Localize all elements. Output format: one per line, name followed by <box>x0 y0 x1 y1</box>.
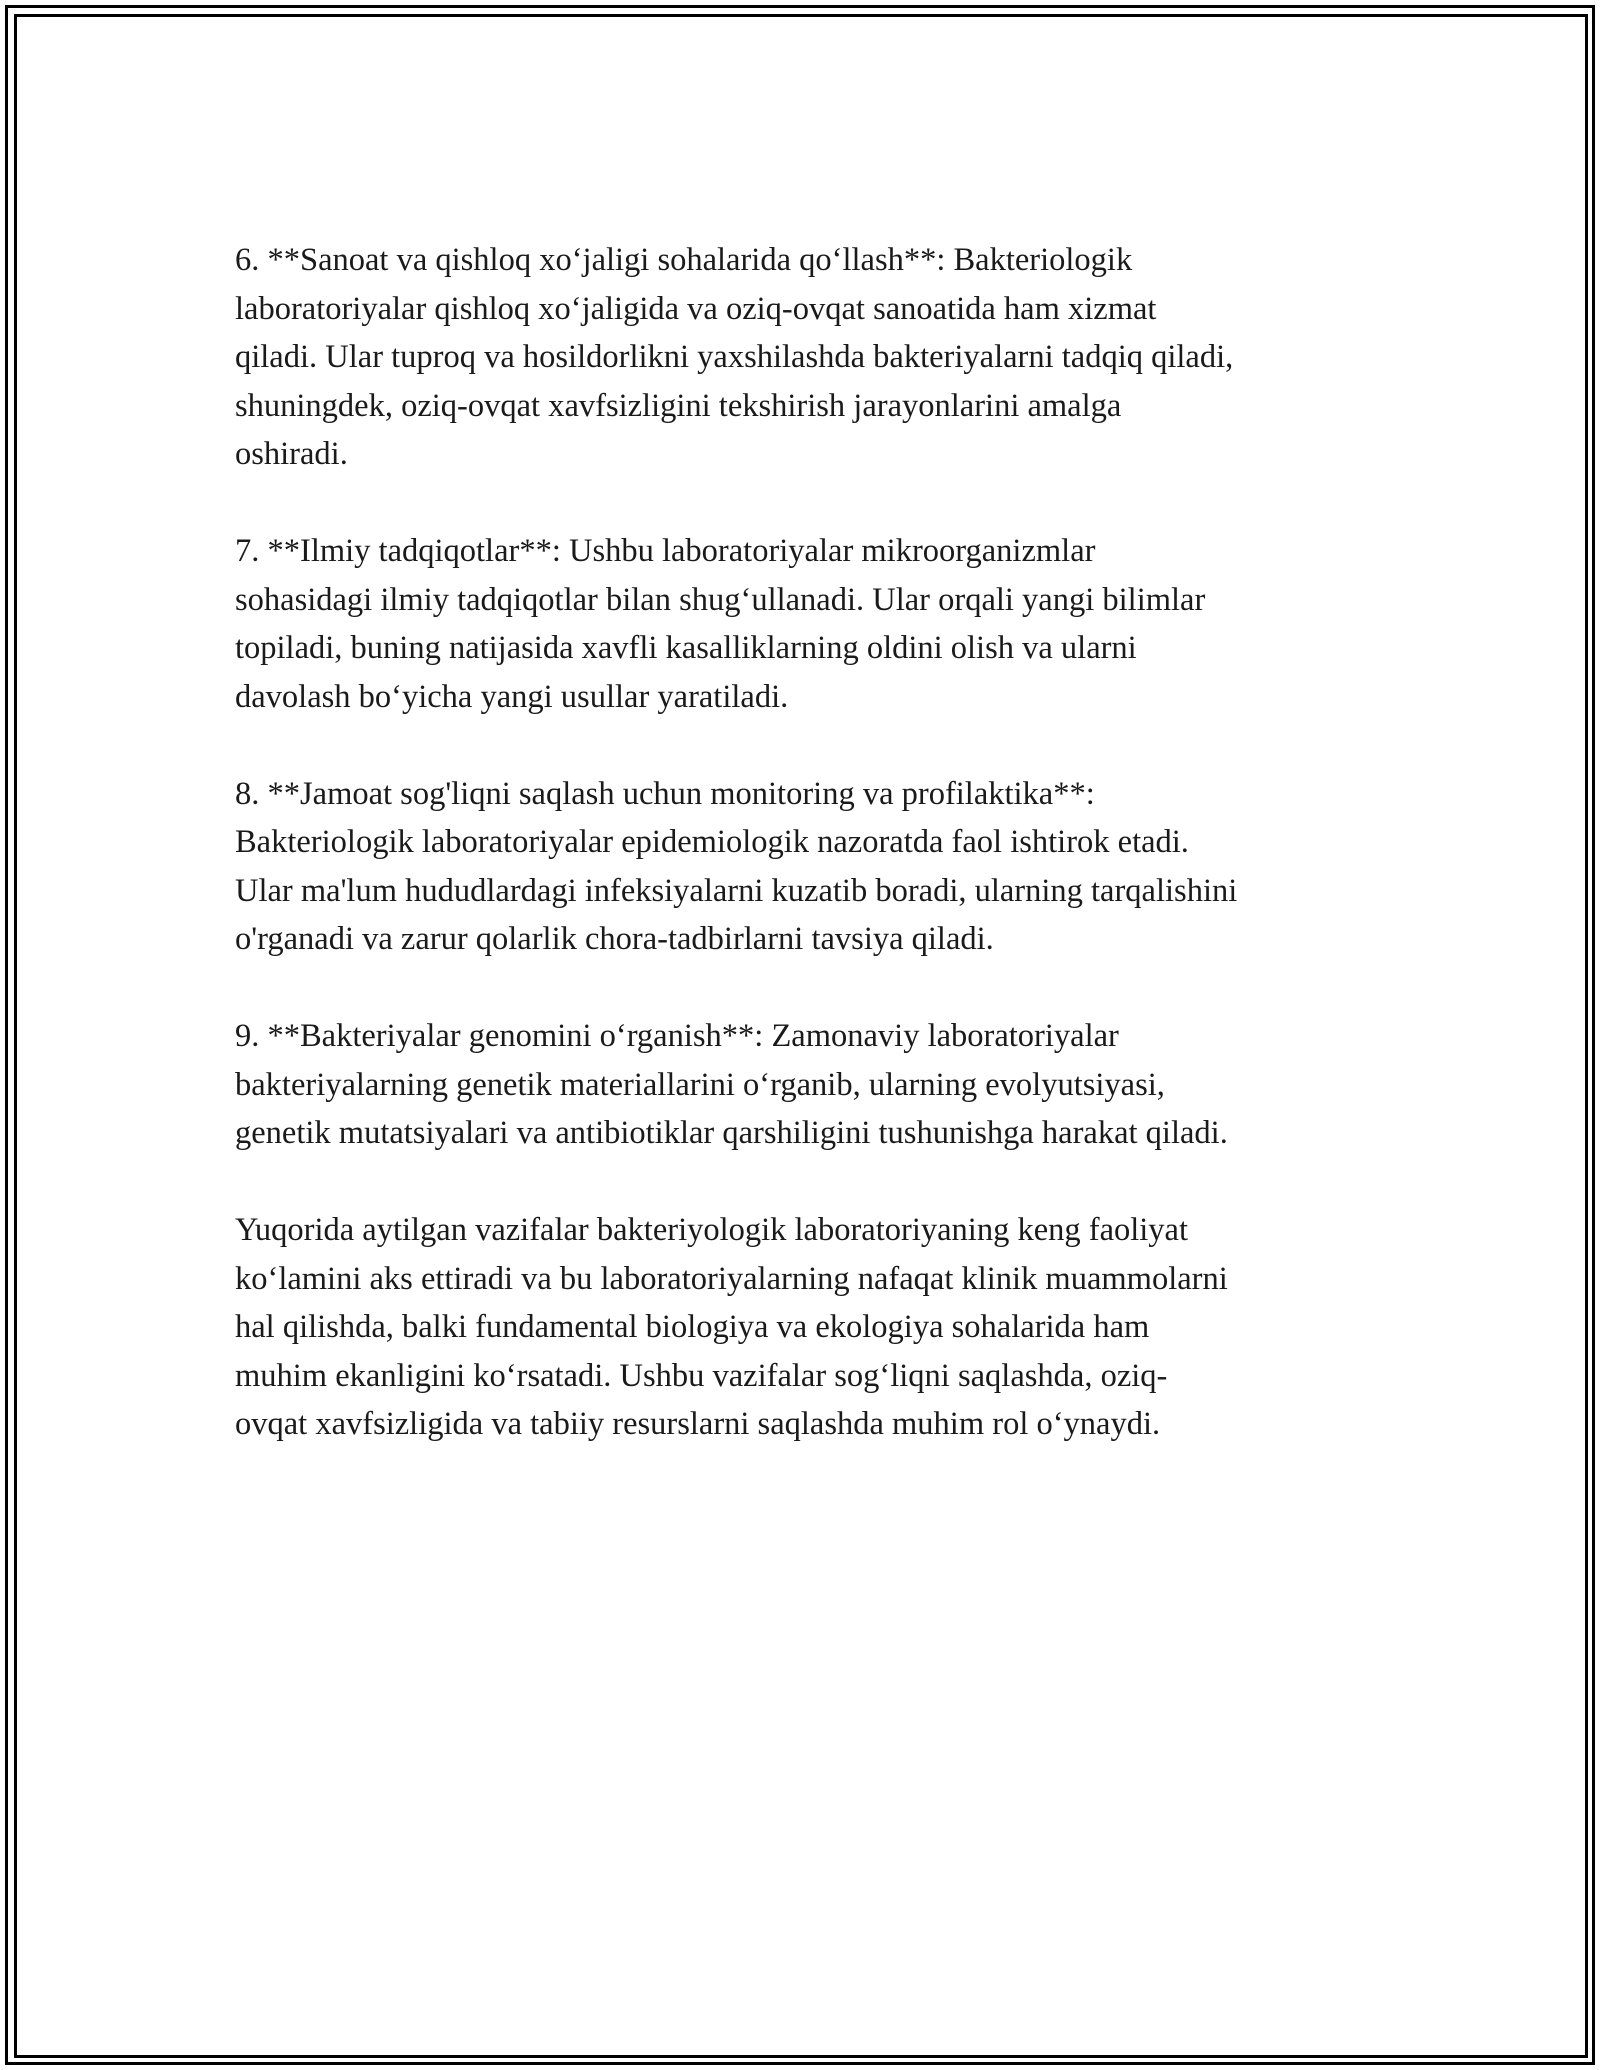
text-line: Yuqorida aytilgan vazifalar bakteriyologik laboratoriyaning keng faoliyat <box>235 1212 1189 1248</box>
paragraph-item-6 <box>235 236 1385 479</box>
text-line: topiladi, buning natijasida xavfli kasalliklarning oldini olish va ularni <box>235 630 1137 666</box>
text-line: qiladi. Ular tuproq va hosildorlikni yaxshilashda bakteriyalarni tadqiq qiladi, <box>235 339 1234 375</box>
text-line: 8. **Jamoat sog'liqni saqlash uchun monitoring va profilaktika**: <box>235 775 1095 812</box>
text-line: Ular ma'lum hududlardagi infeksiyalarni kuzatib boradi, ularning tarqalishini <box>235 872 1238 909</box>
paragraph-item-8 <box>235 770 1385 964</box>
text-line: genetik mutatsiyalari va antibiotiklar qarshiligini tushunishga harakat qiladi. <box>235 1115 1228 1151</box>
text-line: ko‘lamini aks ettiradi va bu laboratoriyalarning nafaqat klinik muammolarni <box>235 1260 1228 1297</box>
text-line: ovqat xavfsizligida va tabiiy resurslarni saqlashda muhim rol o‘ynaydi. <box>235 1406 1161 1442</box>
text-line: davolash bo‘yicha yangi usullar yaratiladi. <box>235 678 789 715</box>
document-body <box>235 236 1385 1497</box>
text-line: 9. **Bakteriyalar genomini o‘rganish**: Zamonaviy laboratoriyalar <box>235 1018 1119 1054</box>
text-line: sohasidagi ilmiy tadqiqotlar bilan shug‘ullanadi. Ular orqali yangi bilimlar <box>235 581 1206 618</box>
paragraph-conclusion <box>235 1206 1385 1449</box>
text-line: 7. **Ilmiy tadqiqotlar**: Ushbu laboratoriyalar mikroorganizmlar <box>235 533 1096 569</box>
paragraph-item-9 <box>235 1012 1385 1158</box>
text-line: hal qilishda, balki fundamental biologiya va ekologiya sohalarida ham <box>235 1309 1150 1345</box>
text-line: muhim ekanligini ko‘rsatadi. Ushbu vazifalar sog‘liqni saqlashda, oziq- <box>235 1357 1168 1394</box>
text-line: bakteriyalarning genetik materiallarini o‘rganib, ularning evolyutsiyasi, <box>235 1066 1165 1103</box>
text-line: 6. **Sanoat va qishloq xo‘jaligi sohalarida qo‘llash**: Bakteriologik <box>235 242 1133 278</box>
text-line: oshiradi. <box>235 436 348 472</box>
paragraph-item-7 <box>235 527 1385 721</box>
text-line: Bakteriologik laboratoriyalar epidemiologik nazoratda faol ishtirok etadi. <box>235 824 1189 860</box>
text-line: shuningdek, oziq-ovqat xavfsizligini tekshirish jarayonlarini amalga <box>235 387 1122 424</box>
text-line: o'rganadi va zarur qolarlik chora-tadbirlarni tavsiya qiladi. <box>235 921 994 957</box>
text-line: laboratoriyalar qishloq xo‘jaligida va oziq-ovqat sanoatida ham xizmat <box>235 290 1157 327</box>
